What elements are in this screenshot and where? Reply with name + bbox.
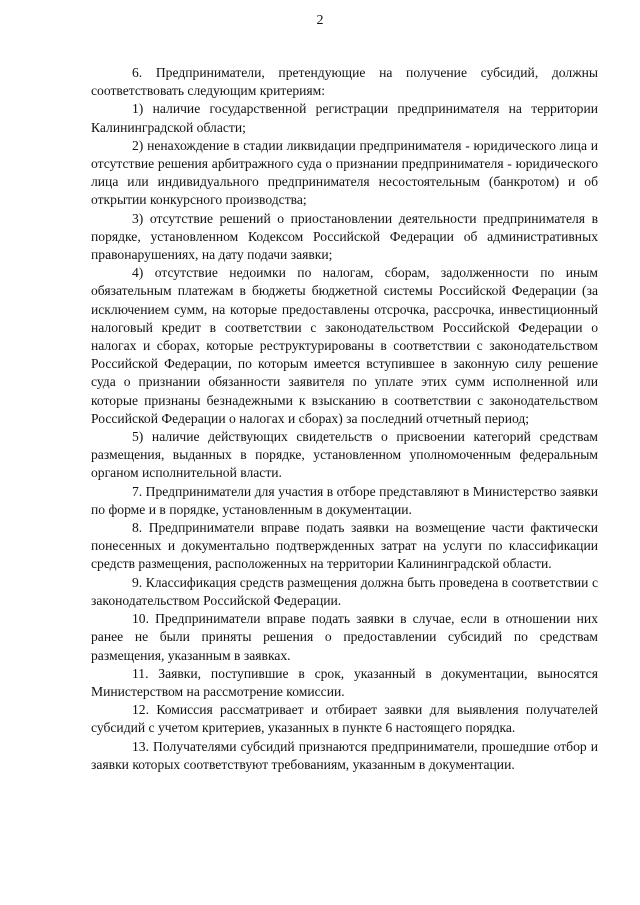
paragraph-13-recipients: 13. Получателями субсидий признаются предприниматели, прошедшие отбор и заявки которых соответствуют требованиям, указанным в документации.: [91, 738, 598, 772]
paragraph-9-classification: 9. Классификация средств размещения должна быть проведена в соответствии с законодательством Российской Федерации.: [91, 574, 598, 608]
criterion-2-no-liquidation: 2) ненахождение в стадии ликвидации предпринимателя - юридического лица и отсутствие решения арбитражного суда о признании предпринимателя - юридического лица или индивидуального предпринимателя несостоятельным (банкротом) и об открытии конкурсного производства;: [91, 137, 598, 208]
paragraph-11-submission: 11. Заявки, поступившие в срок, указанный в документации, выносятся Министерством на рассмотрение комиссии.: [91, 665, 598, 699]
paragraph-7-applications: 7. Предприниматели для участия в отборе представляют в Министерство заявки по форме и в порядке, установленным в документации.: [91, 483, 598, 517]
paragraph-8-reimbursement: 8. Предприниматели вправе подать заявки на возмещение части фактически понесенных и документально подтвержденных затрат на услуги по классификации средств размещения, расположенных на территории Калининградской области.: [91, 520, 598, 572]
paragraph-6-criteria: 6. Предприниматели, претендующие на получение субсидий, должны соответствовать следующим критериям:: [91, 65, 598, 99]
paragraph-10-eligibility: 10. Предприниматели вправе подать заявки в случае, если в отношении них ранее не были приняты решения о предоставлении субсидий по средствам размещения, указанным в заявках.: [91, 611, 598, 663]
criterion-3-no-suspension: 3) отсутствие решений о приостановлении деятельности предпринимателя в порядке, установленном Кодексом Российской Федерации об административных правонарушениях, на дату подачи заявки;: [91, 210, 598, 263]
paragraph-12-commission: 12. Комиссия рассматривает и отбирает заявки для выявления получателей субсидий с учетом критериев, указанных в пункте 6 настоящего порядка.: [91, 702, 598, 736]
criterion-4-no-arrears: 4) отсутствие недоимки по налогам, сборам, задолженности по иным обязательным платежам в бюджеты бюджетной системы Российской Федерации (за исключением сумм, на которые предоставлены отсрочка, рассрочка, инвестиционный налоговый кредит в соответствии с законодательством Российской Федерации о налогах и сборах, которые реструктурированы в соответствии с законодательством Российской Федерации, по которым имеется вступившее в законную силу решение суда о признании обязанности заявителя по уплате этих сумм исполненной или которые признаны безнадежными к взысканию в соответствии с законодательством Российской Федерации о налогах и сборах) за последний отчетный период;: [91, 265, 598, 426]
document-body: [91, 64, 598, 774]
criterion-1-registration: 1) наличие государственной регистрации предпринимателя на территории Калининградской области;: [91, 101, 598, 135]
page-number: 2: [316, 13, 324, 28]
criterion-5-certificates: 5) наличие действующих свидетельств о присвоении категорий средствам размещения, выданных в порядке, установленном уполномоченным федеральным органом исполнительной власти.: [91, 429, 598, 481]
